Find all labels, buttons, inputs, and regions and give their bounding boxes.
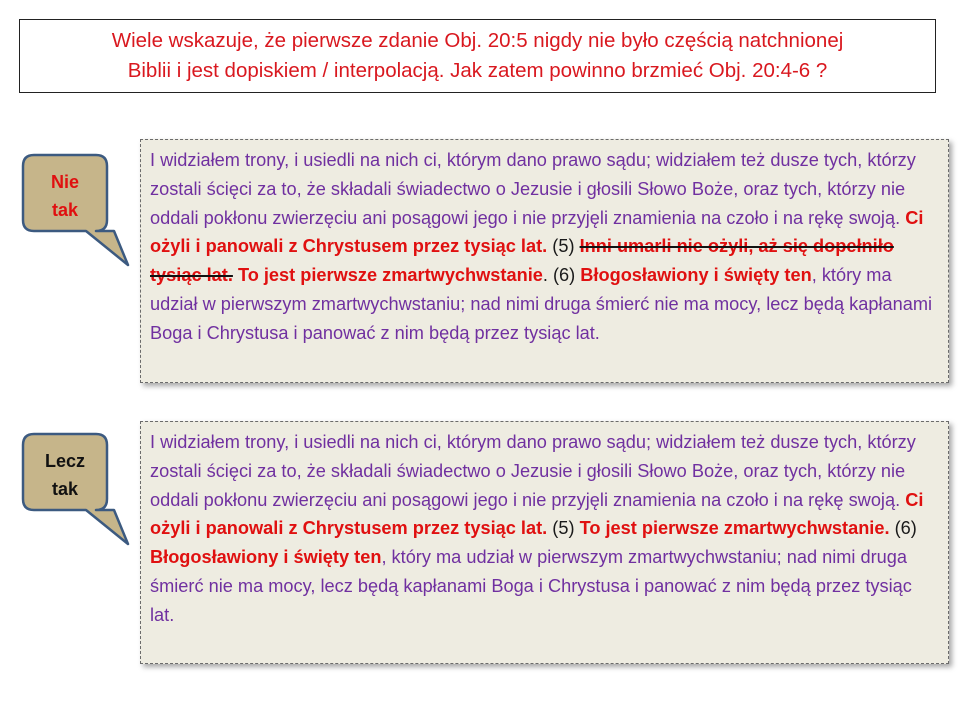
verse-6-highlight: Błogosławiony i święty ten [150, 547, 382, 568]
verse-5-number: (5) [547, 518, 580, 539]
verse-4-text: I widziałem trony, i usiedli na nich ci, którym dano prawo sądu; widziałem też dusze tych, którzy zostali ścięci za to, że składali świadectwo o Jezusie i głosili Słowo Boże, oraz tych, którzy nie oddali pokłonu zwierzęciu ani posągowi jego i nie przyjęli znamienia na czoło i na rękę swoją. [150, 432, 916, 510]
verse-4-text: I widziałem trony, i usiedli na nich ci, którym dano prawo sądu; widziałem też dusze tych, którzy zostali ścięci za to, że składali świadectwo o Jezusie i głosili Słowo Boże, oraz tych, którzy nie oddali pokłonu zwierzęciu ani posągowi jego i nie przyjęli znamienia na czoło i na rękę swoją. [150, 150, 916, 228]
verse-4-highlight: Ci ożyli i panowali z Chrystusem przez tysiąc lat. [150, 207, 924, 257]
callout-not-so-label [22, 154, 108, 238]
verse-panel-correct [140, 421, 949, 664]
verse-5-struck-sentence: Inni umarli nie ożyli, aż się dopełniło tysiąc lat. [150, 236, 894, 286]
verse-5-highlight: To jest pierwsze zmartwychwstanie [232, 265, 543, 286]
callout-but-so-line-1: Lecz [44, 451, 86, 471]
verse-panel-wrong [140, 139, 949, 383]
callout-but-so-line-2: tak [51, 479, 78, 499]
callout-but-so-label [22, 433, 108, 517]
callout-not-so-line-1: Nie [50, 172, 79, 192]
title-box [19, 19, 936, 93]
verse-text-wrong [150, 146, 938, 348]
verse-5-number: (5) [547, 236, 580, 257]
verse-5-highlight: To jest pierwsze zmartwychwstanie. [579, 518, 890, 539]
verse-6-number: (6) [547, 265, 581, 286]
title-line-1: Wiele wskazuje, że pierwsze zdanie Obj. 20:5 nigdy nie było częścią natchnionej [111, 29, 844, 52]
title-line-2: Biblii i jest dopiskiem / interpolacją. Jak zatem powinno brzmieć Obj. 20:4-6 ? [127, 59, 828, 82]
callout-but-so [22, 433, 108, 517]
verse-6-number: (6) [889, 518, 917, 539]
verse-6-text: , który ma udział w pierwszym zmartwychwstaniu; nad nimi druga śmierć nie ma mocy, lecz będą kapłanami Boga i Chrystusa i panować z nim będą przez tysiąc lat. [150, 265, 933, 343]
verse-6-highlight: Błogosławiony i święty ten [580, 265, 812, 286]
verse-6-text: , który ma udział w pierwszym zmartwychwstaniu; nad nimi druga śmierć nie ma mocy, lecz będą kapłanami Boga i Chrystusa i panować z nim będą przez tysiąc lat. [150, 547, 912, 625]
verse-5-period: . [542, 265, 548, 286]
verse-text-correct [150, 428, 938, 630]
verse-4-highlight: Ci ożyli i panowali z Chrystusem przez tysiąc lat. [150, 489, 924, 539]
callout-not-so-line-2: tak [51, 200, 78, 220]
slide-title [38, 26, 918, 86]
callout-not-so [22, 154, 108, 238]
